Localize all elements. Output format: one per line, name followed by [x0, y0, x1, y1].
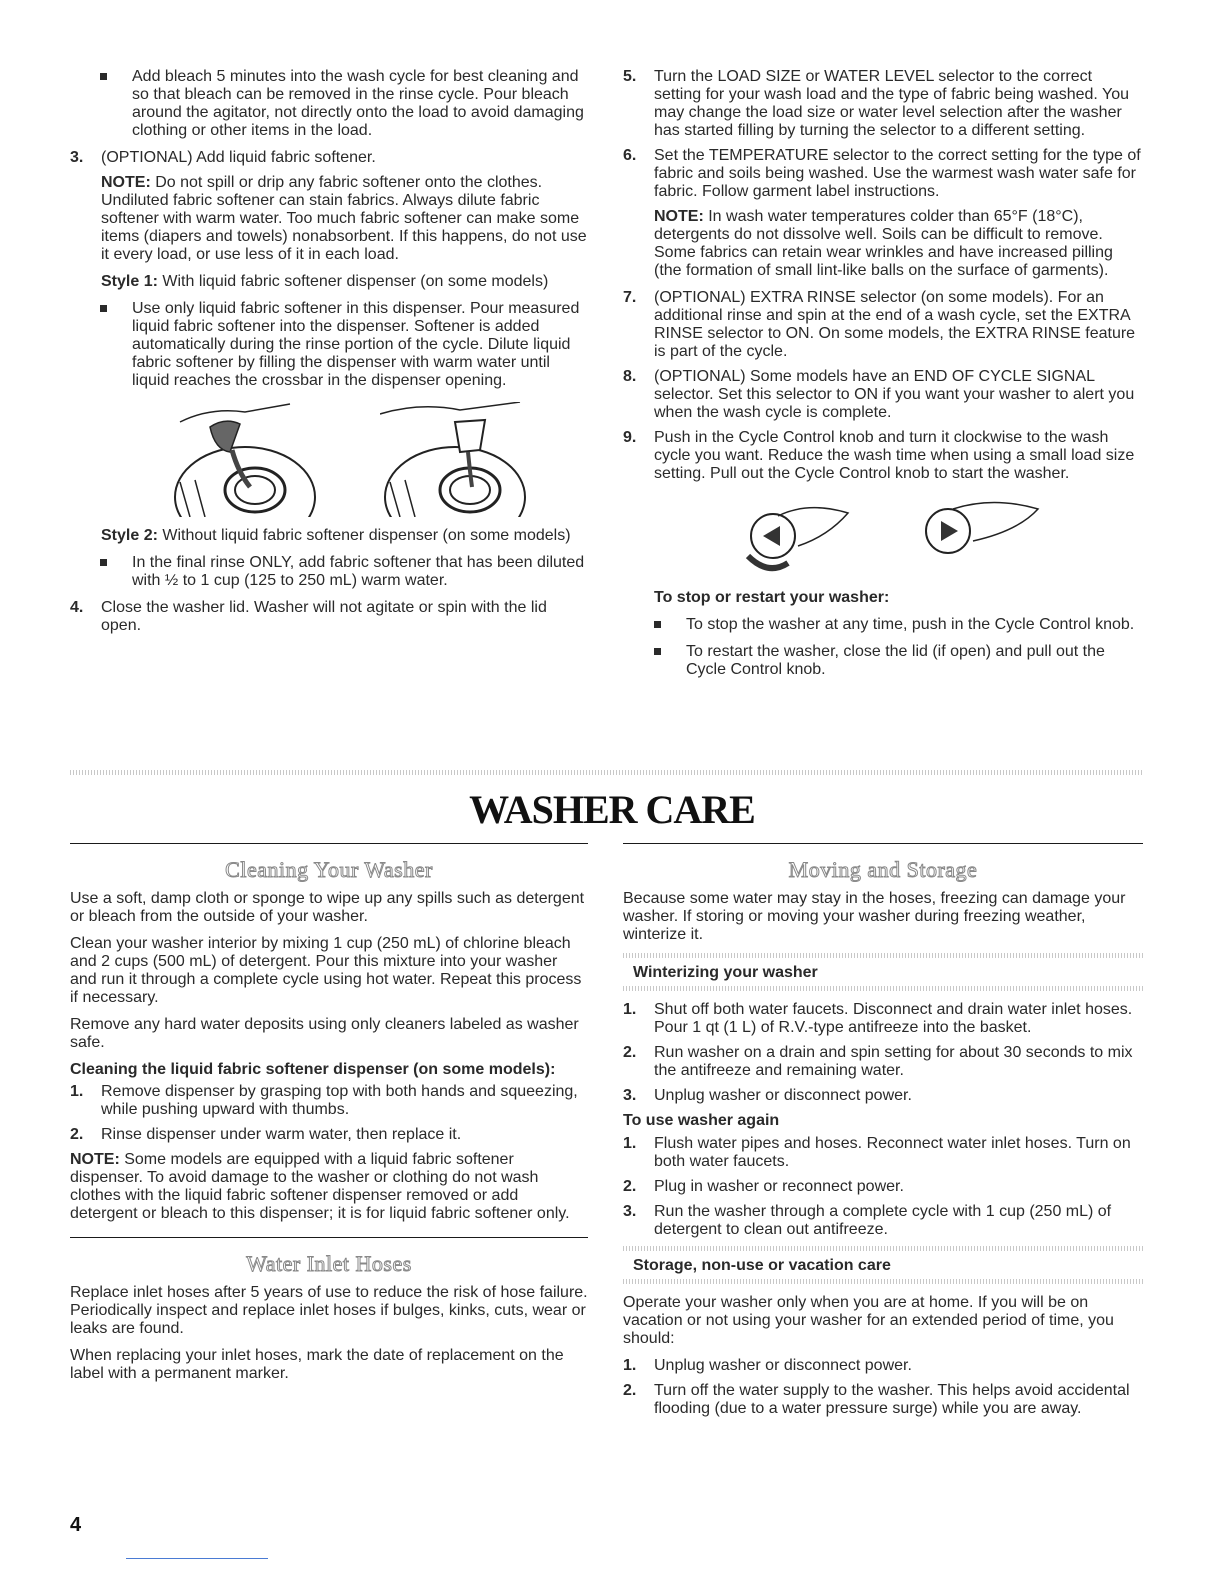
step-number: 1.: [623, 1001, 637, 1018]
step-text: Set the TEMPERATURE selector to the correct setting for the type of fabric and soils being washed. Use the warmest wash water safe for fabric. Follow garment label instructions.: [654, 147, 1141, 200]
dotted-rule: [623, 1279, 1143, 1284]
knob-illustrations: [623, 491, 1143, 579]
step-number: 8.: [623, 368, 637, 385]
step-number: 9.: [623, 429, 637, 446]
step-number: 7.: [623, 289, 637, 306]
step-text: Push in the Cycle Control knob and turn it clockwise to the wash cycle you want. Reduce the wash time when using a small load size setting. Pull out the Cycle Control knob to start the washer.: [654, 429, 1135, 482]
note-text: In wash water temperatures colder than 65°F (18°C), detergents do not dissolve well. Soils can be difficult to remove. Some fabrics can retain wear wrinkles and have increased pilling (the formation of small lint-like balls on the surface of garments).: [654, 208, 1113, 279]
softener-illustrations: [70, 402, 590, 517]
softener-note: [101, 174, 590, 264]
bleach-bullet: Add bleach 5 minutes into the wash cycle for best cleaning and so that bleach can be removed in the rinse cycle. Pour bleach around the agitator, not directly onto the load to avoid damaging clothing or other items in the load.: [100, 68, 590, 140]
step-text: (OPTIONAL) Add liquid fabric softener.: [101, 149, 376, 166]
top-left-column: [70, 68, 590, 642]
step-number: 3.: [623, 1087, 637, 1104]
style1-paragraph: [101, 273, 590, 291]
style1-text: With liquid fabric softener dispenser (on some models): [157, 273, 549, 290]
note-label: NOTE:: [101, 174, 151, 191]
step-text: Unplug washer or disconnect power.: [654, 1087, 912, 1104]
cleaning-p1: Use a soft, damp cloth or sponge to wipe up any spills such as detergent or bleach from the outside of your washer.: [70, 890, 585, 925]
step-number: 2.: [623, 1382, 637, 1399]
step-number: 1.: [623, 1135, 637, 1152]
moving-title: Moving and Storage: [788, 857, 978, 882]
step-8: [623, 368, 1143, 422]
step-number: 3.: [70, 149, 84, 166]
step-text: Rinse dispenser under warm water, then replace it.: [101, 1126, 462, 1143]
step-number: 4.: [70, 599, 84, 616]
cleaning-p3: Remove any hard water deposits using only cleaners labeled as washer safe.: [70, 1016, 579, 1051]
storage-step-2: [623, 1382, 1143, 1418]
step-text: (OPTIONAL) EXTRA RINSE selector (on some models). For an additional rinse and spin at the end of a wash cycle, set the EXTRA RINSE selector to ON. On some models, the EXTRA RINSE feature is part of the cycle.: [654, 289, 1136, 360]
section-rule: [623, 843, 1143, 844]
style2-text: Without liquid fabric softener dispenser (on some models): [157, 527, 571, 544]
storage-step-1: [623, 1357, 1143, 1375]
stop-restart-heading: To stop or restart your washer:: [654, 589, 890, 606]
use-step-2: [623, 1178, 1143, 1196]
step-number: 2.: [70, 1126, 84, 1143]
step-5: [623, 68, 1143, 140]
use-step-3: [623, 1203, 1143, 1239]
winter-step-1: [623, 1001, 1143, 1037]
page-title: WASHER CARE: [469, 787, 755, 832]
note-text: Some models are equipped with a liquid fabric softener dispenser. To avoid damage to the washer or clothing do not wash clothes with the liquid fabric softener dispenser removed or add detergent or bleach to this dispenser; it is for liquid fabric softener only.: [70, 1151, 570, 1222]
dispenser-heading: Cleaning the liquid fabric softener dispenser (on some models):: [70, 1061, 556, 1078]
step-3: [70, 149, 590, 167]
step-7: [623, 289, 1143, 361]
dispenser-step-1: [70, 1083, 588, 1119]
step-text: (OPTIONAL) Some models have an END OF CYCLE SIGNAL selector. Set this selector to ON if you want your washer to alert you when the wash cycle is complete.: [654, 368, 1135, 421]
hoses-p1: Replace inlet hoses after 5 years of use to reduce the risk of hose failure. Periodically inspect and replace inlet hoses if bulges, kinks, cuts, wear or leaks are found.: [70, 1284, 588, 1337]
stop-bullet: To stop the washer at any time, push in the Cycle Control knob.: [654, 616, 1143, 634]
step-9: [623, 429, 1143, 483]
step-text: Flush water pipes and hoses. Reconnect water inlet hoses. Turn on both water faucets.: [654, 1135, 1131, 1170]
pouring-cup-illustration: [380, 402, 530, 517]
restart-bullet: To restart the washer, close the lid (if open) and pull out the Cycle Control knob.: [654, 643, 1143, 679]
step-text: Close the washer lid. Washer will not agitate or spin with the lid open.: [101, 599, 547, 634]
dotted-rule: [623, 986, 1143, 991]
moving-intro: Because some water may stay in the hoses, freezing can damage your washer. If storing or moving your washer during freezing weather, winterize it.: [623, 890, 1126, 943]
pouring-cap-illustration: [170, 402, 320, 517]
winterizing-heading: Winterizing your washer: [633, 964, 818, 981]
step-text: Run the washer through a complete cycle with 1 cup (250 mL) of detergent to clean out antifreeze.: [654, 1203, 1112, 1238]
footer-line: [126, 1558, 268, 1559]
step-text: Plug in washer or reconnect power.: [654, 1178, 904, 1195]
hoses-title: Water Inlet Hoses: [246, 1251, 412, 1276]
pull-knob-illustration: [908, 491, 1058, 579]
note-label: NOTE:: [70, 1151, 120, 1168]
section-rule: [70, 843, 588, 844]
bottom-left-column: [70, 843, 588, 1392]
top-separator: [70, 770, 1143, 775]
bottom-right-column: [623, 843, 1143, 1425]
step-number: 5.: [623, 68, 637, 85]
style2-label: Style 2:: [101, 527, 158, 544]
use-again-heading: To use washer again: [623, 1112, 780, 1129]
step-text: Remove dispenser by grasping top with both hands and squeezing, while pushing upward with thumbs.: [101, 1083, 578, 1118]
storage-heading: Storage, non-use or vacation care: [633, 1257, 891, 1274]
style1-label: Style 1:: [101, 273, 158, 290]
step-number: 6.: [623, 147, 637, 164]
step-number: 1.: [623, 1357, 637, 1374]
section-rule: [70, 1237, 588, 1238]
note-text: Do not spill or drip any fabric softener onto the clothes. Undiluted fabric softener can stain fabrics. Always dilute fabric softener with warm water. Too much fabric softener can make some items (diapers and towels) nonabsorbent. If this happens, do not use it every load, or use less of it in each load.: [101, 174, 587, 263]
top-right-column: [623, 68, 1143, 688]
cleaning-p2: Clean your washer interior by mixing 1 cup (250 mL) of chlorine bleach and 2 cups (500 mL) of detergent. Pour this mixture into your washer and run it through a complete cycle using hot water. Repeat this process if necessary.: [70, 935, 582, 1006]
cleaning-title: Cleaning Your Washer: [225, 857, 433, 882]
page-number: 4: [70, 1514, 82, 1536]
step-text: Turn off the water supply to the washer. This helps avoid accidental flooding (due to a water pressure surge) while you are away.: [654, 1382, 1130, 1417]
storage-intro: Operate your washer only when you are at home. If you will be on vacation or not using your washer for an extended period of time, you should:: [623, 1294, 1114, 1347]
style1-bullet: Use only liquid fabric softener in this dispenser. Pour measured liquid fabric softener into the dispenser. Softener is added automatically during the rinse portion of the cycle. Dilute liquid fabric softener by filling the dispenser with warm water until liquid reaches the crossbar in the dispenser opening.: [100, 300, 590, 390]
step-number: 2.: [623, 1044, 637, 1061]
dispenser-note: [70, 1151, 588, 1223]
step-4: [70, 599, 590, 635]
dispenser-step-2: [70, 1126, 588, 1144]
dotted-rule: [623, 953, 1143, 958]
dotted-rule: [623, 1246, 1143, 1251]
step-text: Turn the LOAD SIZE or WATER LEVEL selector to the correct setting for your wash load and the type of fabric being washed. You may change the load size or water level selection after the washer has started filling by turning the selector to a different setting.: [654, 68, 1129, 139]
note-label: NOTE:: [654, 208, 704, 225]
style2-bullet: In the final rinse ONLY, add fabric softener that has been diluted with ½ to 1 cup (125 to 250 mL) warm water.: [100, 554, 590, 590]
push-knob-illustration: [728, 491, 878, 579]
step-text: Unplug washer or disconnect power.: [654, 1357, 912, 1374]
step-text: Shut off both water faucets. Disconnect and drain water inlet hoses. Pour 1 qt (1 L) of R.V.-type antifreeze into the basket.: [654, 1001, 1133, 1036]
use-step-1: [623, 1135, 1143, 1171]
winter-step-3: [623, 1087, 1143, 1105]
winter-step-2: [623, 1044, 1143, 1080]
step-number: 2.: [623, 1178, 637, 1195]
hoses-p2: When replacing your inlet hoses, mark the date of replacement on the label with a permanent marker.: [70, 1347, 564, 1382]
step-text: Run washer on a drain and spin setting for about 30 seconds to mix the antifreeze and remaining water.: [654, 1044, 1133, 1079]
style2-paragraph: [101, 527, 590, 545]
step-6: [623, 147, 1143, 201]
step-number: 3.: [623, 1203, 637, 1220]
step-number: 1.: [70, 1083, 84, 1100]
temperature-note: [654, 208, 1143, 280]
